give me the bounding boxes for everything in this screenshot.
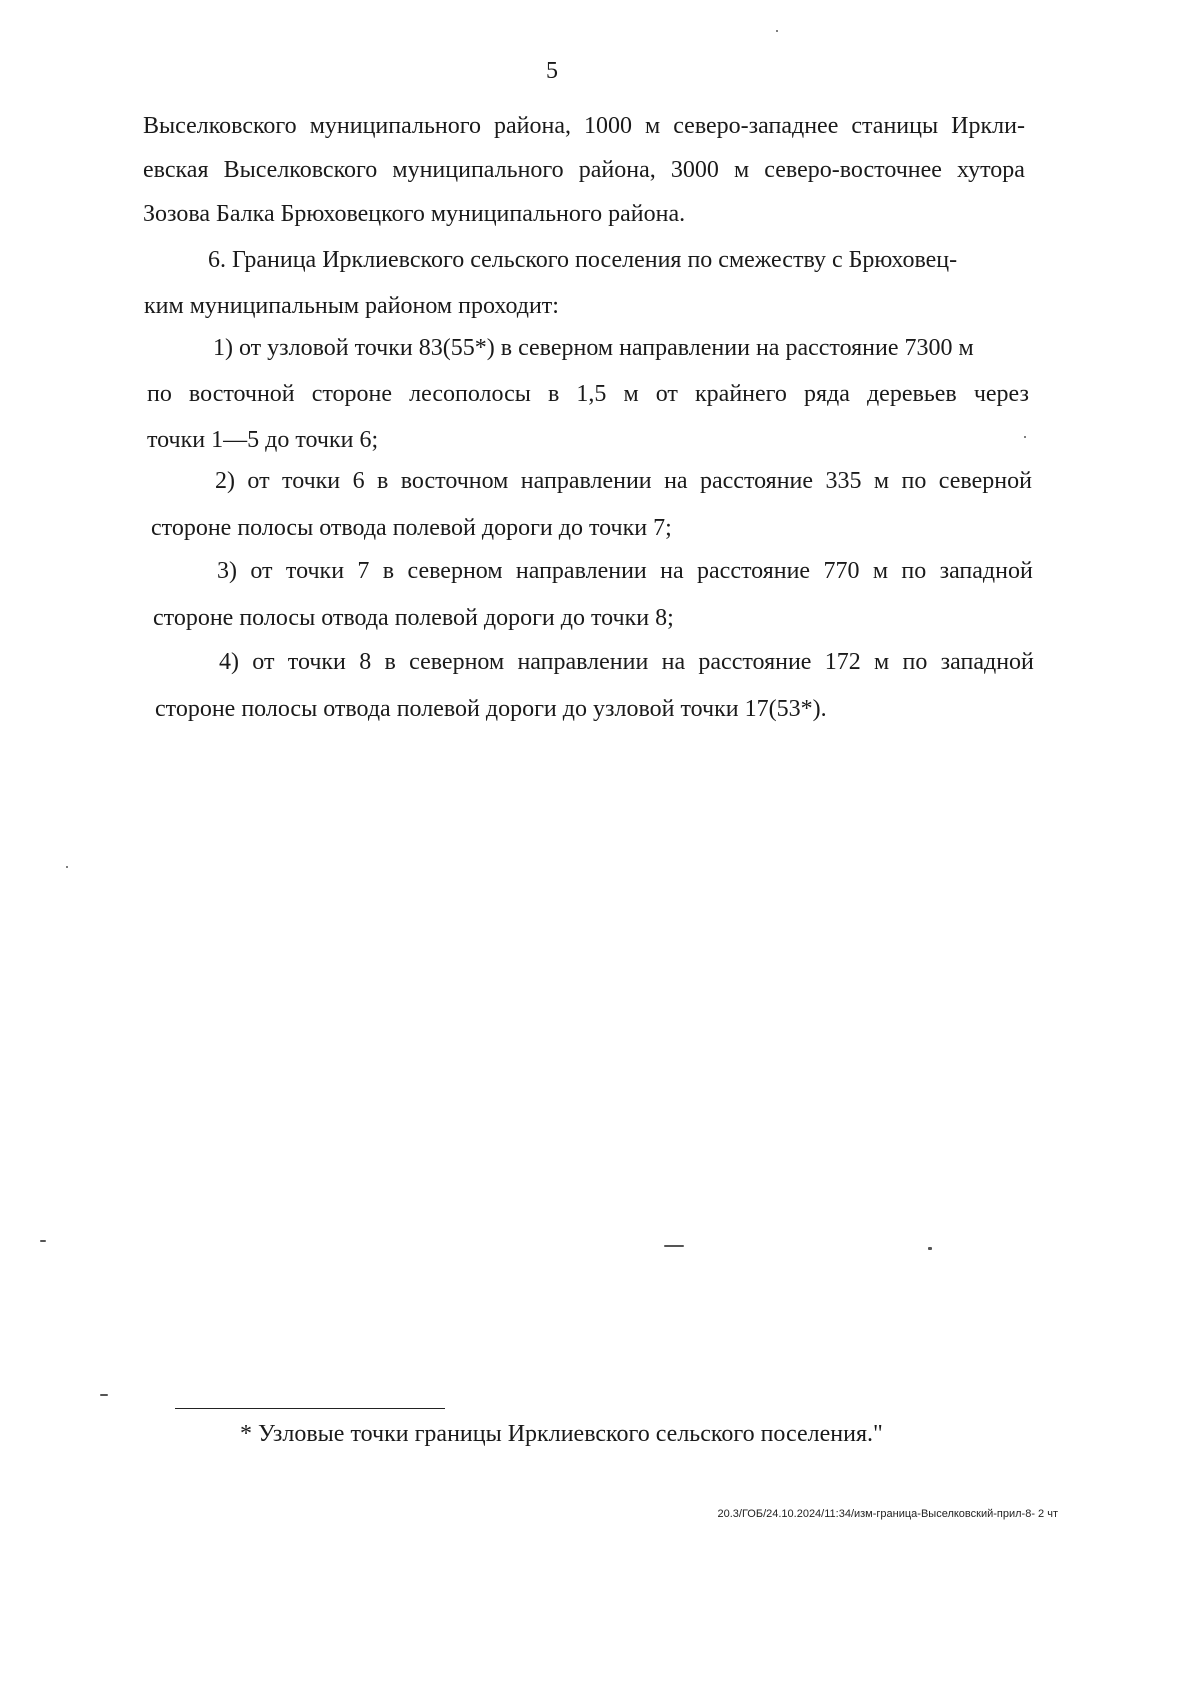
scan-speck xyxy=(776,30,778,32)
item-1-line-3: точки 1—5 до точки 6; xyxy=(147,427,379,453)
scan-speck xyxy=(40,1240,46,1242)
scan-speck xyxy=(100,1394,108,1396)
scan-speck xyxy=(928,1247,932,1250)
scan-speck xyxy=(1024,436,1026,438)
item-3-line-1: 3) от точки 7 в северном направлении на расстояние 770 м по западной xyxy=(217,558,1033,584)
page-number: 5 xyxy=(546,58,558,84)
paragraph-6-line-1: 6. Граница Ирклиевского сельского поселения по смежеству с Брюховец- xyxy=(208,247,958,273)
item-2-line-1: 2) от точки 6 в восточном направлении на расстояние 335 м по северной xyxy=(215,468,1032,494)
footnote: * Узловые точки границы Ирклиевского сельского поселения." xyxy=(240,1421,883,1447)
item-1-line-1: 1) от узловой точки 83(55*) в северном направлении на расстояние 7300 м xyxy=(213,335,974,361)
text-line-2: евская Выселковского муниципального района, 3000 м северо-восточнее хутора xyxy=(143,157,1025,183)
item-1-line-2: по восточной стороне лесополосы в 1,5 м от крайнего ряда деревьев через xyxy=(147,381,1029,407)
item-2-line-2: стороне полосы отвода полевой дороги до точки 7; xyxy=(151,515,672,541)
paragraph-6-line-2: ким муниципальным районом проходит: xyxy=(144,293,559,319)
item-3-line-2: стороне полосы отвода полевой дороги до точки 8; xyxy=(153,605,674,631)
item-4-line-1: 4) от точки 8 в северном направлении на расстояние 172 м по западной xyxy=(219,649,1034,675)
text-line-1: Выселковского муниципального района, 1000 м северо-западнее станицы Иркли- xyxy=(143,113,1025,139)
item-4-line-2: стороне полосы отвода полевой дороги до узловой точки 17(53*). xyxy=(155,696,827,722)
text-line-3: Зозова Балка Брюховецкого муниципального района. xyxy=(143,201,686,227)
scan-speck xyxy=(664,1245,684,1247)
footnote-separator xyxy=(175,1408,445,1409)
document-stamp: 20.3/ГОБ/24.10.2024/11:34/изм-граница-Выселковский-прил-8- 2 чт xyxy=(717,1508,1058,1520)
scan-speck xyxy=(66,866,68,868)
